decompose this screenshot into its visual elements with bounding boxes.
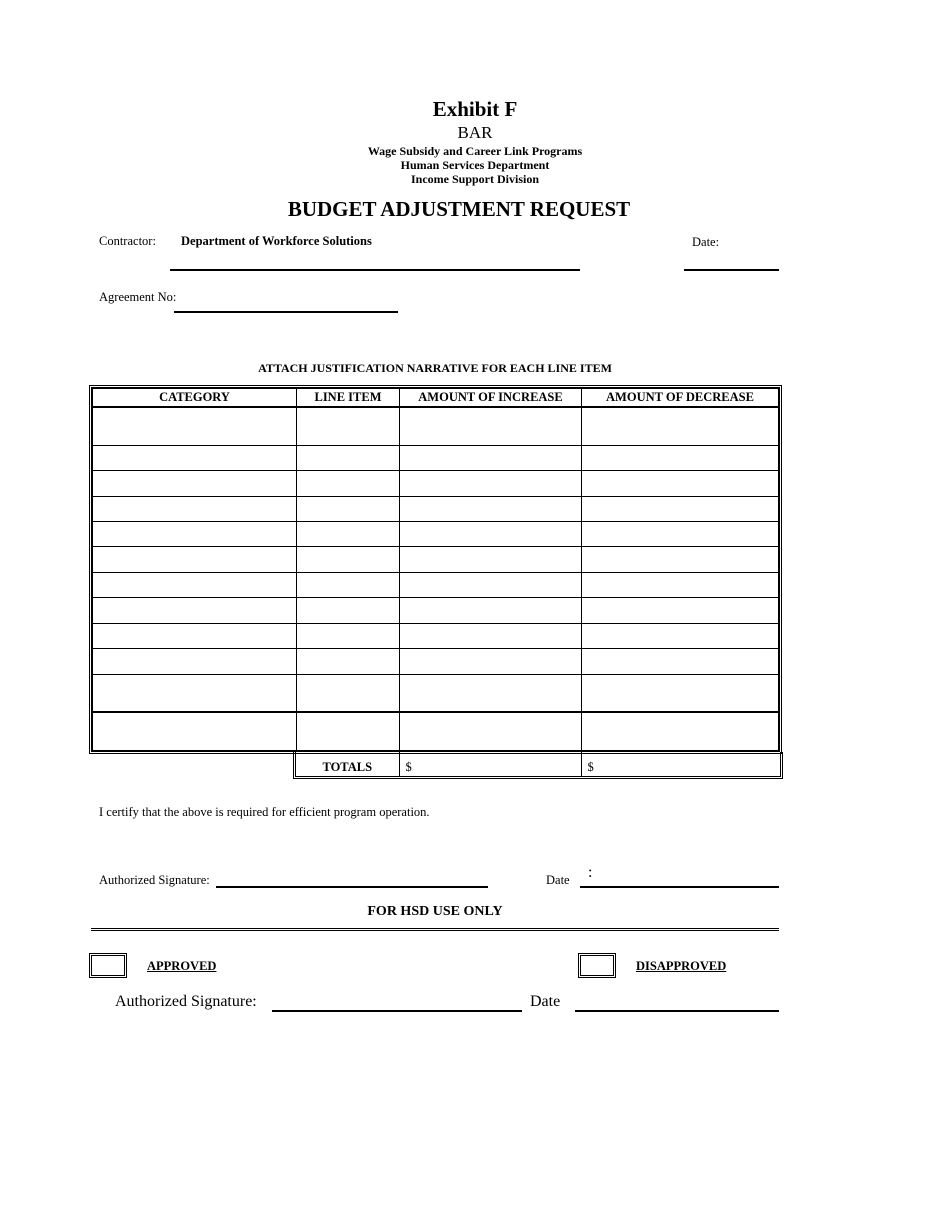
decrease-cell[interactable] [582, 572, 779, 597]
increase-cell[interactable] [400, 445, 582, 470]
decrease-cell[interactable] [582, 649, 779, 674]
decrease-cell[interactable] [582, 521, 779, 546]
category-cell[interactable] [93, 623, 297, 648]
table-row [93, 471, 779, 496]
category-cell[interactable] [93, 598, 297, 623]
disapproved-checkbox[interactable] [578, 953, 616, 978]
hsd-divider [91, 928, 779, 931]
category-cell[interactable] [93, 572, 297, 597]
table-row [93, 649, 779, 674]
increase-cell[interactable] [400, 521, 582, 546]
category-cell[interactable] [93, 674, 297, 712]
table-row [93, 496, 779, 521]
category-cell[interactable] [93, 471, 297, 496]
contractor-value[interactable]: Department of Workforce Solutions [181, 234, 372, 248]
category-cell[interactable] [93, 496, 297, 521]
line-item-cell[interactable] [297, 712, 400, 750]
decrease-cell[interactable] [582, 496, 779, 521]
decrease-cell[interactable] [582, 547, 779, 572]
signature-field[interactable] [216, 886, 488, 888]
decrease-cell[interactable] [582, 471, 779, 496]
increase-cell[interactable] [400, 623, 582, 648]
date-colon: : [588, 864, 593, 881]
line-item-table [89, 385, 782, 754]
signature-date-label: Date [546, 873, 570, 887]
contractor-line [170, 269, 580, 271]
table-row [93, 572, 779, 597]
column-header-line-item: LINE ITEM [297, 389, 400, 408]
line-item-cell[interactable] [297, 471, 400, 496]
hsd-date-field[interactable] [575, 1010, 779, 1012]
increase-cell[interactable] [400, 598, 582, 623]
increase-cell[interactable] [400, 572, 582, 597]
decrease-cell[interactable] [582, 674, 779, 712]
decrease-cell[interactable] [582, 712, 779, 750]
date-label: Date: [692, 235, 720, 249]
line-item-cell[interactable] [297, 598, 400, 623]
column-header-decrease: AMOUNT OF DECREASE [582, 389, 779, 408]
division-name: Income Support Division [410, 172, 540, 186]
category-cell[interactable] [93, 712, 297, 750]
page-title: BUDGET ADJUSTMENT REQUEST [287, 197, 631, 221]
table-row [93, 674, 779, 712]
form-code: BAR [457, 123, 493, 142]
table-row [93, 445, 779, 470]
department-name: Human Services Department [400, 158, 550, 172]
signature-date-field[interactable] [580, 886, 779, 888]
contractor-label: Contractor: [99, 234, 156, 248]
table-row [93, 547, 779, 572]
increase-cell[interactable] [400, 496, 582, 521]
category-cell[interactable] [93, 445, 297, 470]
program-name: Wage Subsidy and Career Link Programs [367, 144, 583, 158]
totals-label: TOTALS [322, 759, 373, 774]
line-item-cell[interactable] [297, 674, 400, 712]
table-row [93, 521, 779, 546]
increase-cell[interactable] [400, 649, 582, 674]
category-cell[interactable] [93, 521, 297, 546]
line-item-cell[interactable] [297, 547, 400, 572]
hsd-signature-label: Authorized Signature: [115, 993, 257, 1010]
increase-cell[interactable] [400, 712, 582, 750]
column-header-category: CATEGORY [93, 389, 297, 408]
category-cell[interactable] [93, 407, 297, 445]
line-item-cell[interactable] [297, 496, 400, 521]
exhibit-title: Exhibit F [432, 97, 518, 121]
table-instruction: ATTACH JUSTIFICATION NARRATIVE FOR EACH LINE ITEM [258, 361, 612, 375]
category-cell[interactable] [93, 547, 297, 572]
increase-cell[interactable] [400, 547, 582, 572]
hsd-heading: FOR HSD USE ONLY [367, 904, 503, 919]
decrease-cell[interactable] [582, 623, 779, 648]
disapproved-label: DISAPPROVED [636, 959, 727, 973]
increase-cell[interactable] [400, 407, 582, 445]
table-row [93, 712, 779, 750]
approved-label: APPROVED [147, 959, 217, 973]
line-item-cell[interactable] [297, 521, 400, 546]
certification-text: I certify that the above is required for efficient program operation. [99, 805, 430, 819]
category-cell[interactable] [93, 649, 297, 674]
approved-checkbox[interactable] [89, 953, 127, 978]
line-item-cell[interactable] [297, 623, 400, 648]
table-row [93, 623, 779, 648]
agreement-label: Agreement No: [99, 290, 177, 304]
table-row [93, 598, 779, 623]
line-item-cell[interactable] [297, 649, 400, 674]
decrease-total[interactable]: $ [581, 752, 780, 776]
decrease-cell[interactable] [582, 407, 779, 445]
hsd-date-label: Date [530, 993, 561, 1010]
line-item-cell[interactable] [297, 572, 400, 597]
line-item-cell[interactable] [297, 445, 400, 470]
date-field[interactable] [684, 269, 779, 271]
line-item-cell[interactable] [297, 407, 400, 445]
signature-label: Authorized Signature: [99, 873, 210, 887]
increase-total[interactable]: $ [399, 752, 581, 776]
table-row [93, 407, 779, 445]
column-header-increase: AMOUNT OF INCREASE [400, 389, 582, 408]
agreement-field[interactable] [174, 311, 398, 313]
totals-row [293, 752, 783, 779]
decrease-cell[interactable] [582, 445, 779, 470]
increase-cell[interactable] [400, 674, 582, 712]
increase-cell[interactable] [400, 471, 582, 496]
hsd-signature-field[interactable] [272, 1010, 522, 1012]
decrease-cell[interactable] [582, 598, 779, 623]
